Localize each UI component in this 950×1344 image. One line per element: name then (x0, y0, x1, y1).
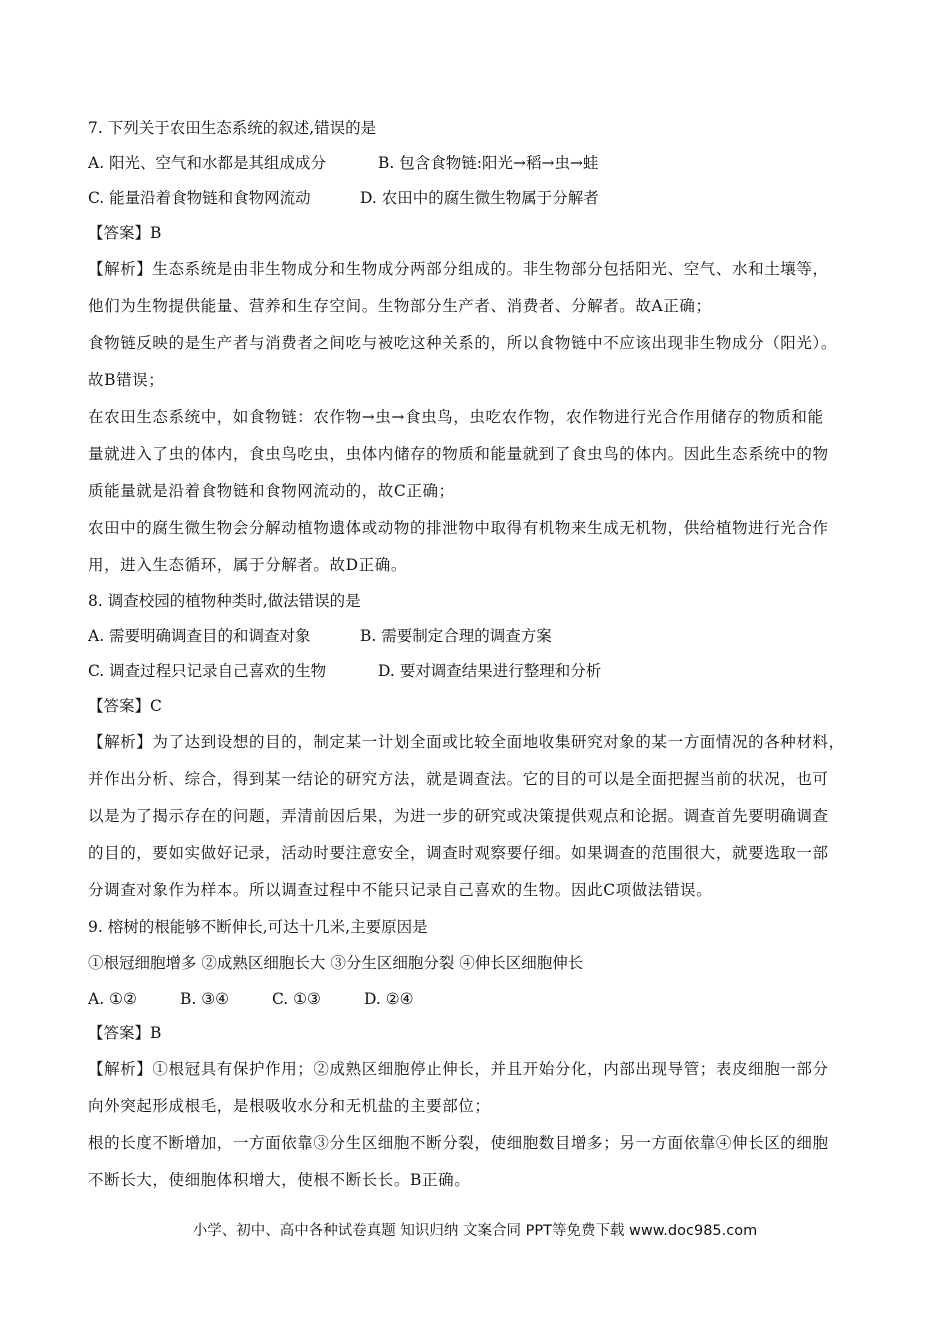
question-8-analysis-line: 并作出分析、综合，得到某一结论的研究方法，就是调查法。它的目的可以是全面把握当前的状况，也可 (88, 770, 829, 788)
question-9-option-a: A. ①② (88, 990, 137, 1008)
question-9-analysis-line: 不断长大，使细胞体积增大，使根不断长长。B正确。 (88, 1171, 471, 1189)
question-8-option-c: C. 调查过程只记录自己喜欢的生物 (88, 662, 327, 680)
question-8-options-row-1 (88, 625, 878, 647)
question-9-options-row (88, 988, 878, 1010)
question-7-option-c: C. 能量沿着食物链和食物网流动 (88, 189, 311, 207)
question-9-items: ①根冠细胞增多 ②成熟区细胞长大 ③分生区细胞分裂 ④伸长区细胞伸长 (88, 954, 584, 972)
question-8-analysis-line: 以是为了揭示存在的问题，弄清前因后果，为进一步的研究或决策提供观点和论据。调查首先要明确调查 (88, 807, 829, 825)
question-7-option-b: B. 包含食物链:阳光→稻→虫→蛙 (378, 154, 599, 172)
question-8-option-d: D. 要对调查结果进行整理和分析 (378, 662, 602, 680)
question-8-stem: 8. 调查校园的植物种类时,做法错误的是 (88, 592, 361, 610)
question-7-option-a: A. 阳光、空气和水都是其组成成分 (88, 154, 327, 172)
question-9-option-b: B. ③④ (180, 990, 230, 1008)
question-8-analysis-line: 的目的，要如实做好记录，活动时要注意安全，调查时观察要仔细。如果调查的范围很大，就要选取一部 (88, 844, 829, 862)
question-7-analysis-line: 【解析】生态系统是由非生物成分和生物成分两部分组成的。非生物部分包括阳光、空气、水和土壤等， (88, 260, 829, 278)
question-9-option-c: C. ①③ (272, 990, 321, 1008)
question-9-analysis-line: 向外突起形成根毛，是根吸收水分和无机盐的主要部位； (88, 1097, 491, 1115)
question-7-analysis-line: 用，进入生态循环，属于分解者。故D正确。 (88, 556, 407, 574)
question-7-analysis-line: 质能量就是沿着食物链和食物网流动的，故C正确； (88, 482, 455, 500)
question-9-analysis-line: 【解析】①根冠具有保护作用；②成熟区细胞停止伸长，并且开始分化，内部出现导管；表皮细胞一部分 (88, 1060, 829, 1078)
question-7-analysis-line: 他们为生物提供能量、营养和生存空间。生物部分生产者、消费者、分解者。故A正确； (88, 297, 712, 315)
question-7-analysis-line: 农田中的腐生微生物会分解动植物遗体或动物的排泄物中取得有机物来生成无机物，供给植物进行光合作 (88, 519, 829, 537)
question-9-stem: 9. 榕树的根能够不断伸长,可达十几米,主要原因是 (88, 918, 428, 936)
question-8-analysis-line: 【解析】为了达到设想的目的，制定某一计划全面或比较全面地收集研究对象的某一方面情况的各种材料， (88, 733, 845, 751)
question-8-option-b: B. 需要制定合理的调查方案 (360, 627, 552, 645)
page-footer: 小学、初中、高中各种试卷真题 知识归纳 文案合同 PPT等免费下载 www.doc985.com (192, 1223, 758, 1239)
question-7-answer: 【答案】B (88, 224, 162, 242)
question-7-option-d: D. 农田中的腐生微生物属于分解者 (360, 189, 599, 207)
question-7-analysis-line: 在农田生态系统中，如食物链：农作物→虫→食虫鸟，虫吃农作物，农作物进行光合作用储存的物质和能 (88, 408, 824, 426)
question-9-analysis-line: 根的长度不断增加，一方面依靠③分生区细胞不断分裂，使细胞数目增多；另一方面依靠④伸长区的细胞 (88, 1134, 829, 1152)
question-9-option-d: D. ②④ (364, 990, 414, 1008)
question-7-stem: 7. 下列关于农田生态系统的叙述,错误的是 (88, 119, 377, 137)
question-8-answer: 【答案】C (88, 697, 162, 715)
question-7-options-row-2 (88, 187, 878, 209)
question-8-analysis-line: 分调查对象作为样本。所以调查过程中不能只记录自己喜欢的生物。因此C项做法错误。 (88, 881, 713, 899)
question-8-option-a: A. 需要明确调查目的和调查对象 (88, 627, 311, 645)
question-7-analysis-line: 食物链反映的是生产者与消费者之间吃与被吃这种关系的，所以食物链中不应该出现非生物成分（阳光）。 (88, 334, 837, 352)
question-7-analysis-line: 故B错误； (88, 371, 165, 389)
question-8-options-row-2 (88, 660, 878, 682)
question-7-options-row-1 (88, 152, 878, 174)
question-7-analysis-line: 量就进入了虫的体内，食虫鸟吃虫，虫体内储存的物质和能量就到了食虫鸟的体内。因此生态系统中的物 (88, 445, 829, 463)
question-9-answer: 【答案】B (88, 1024, 162, 1042)
